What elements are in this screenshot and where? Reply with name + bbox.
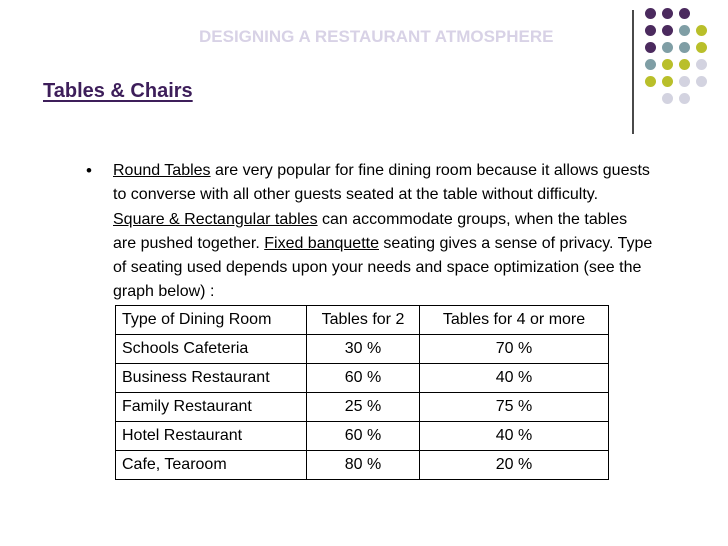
table-cell: 25 % — [307, 393, 420, 422]
decorative-dot — [679, 25, 690, 36]
vertical-divider — [632, 10, 634, 134]
table-cell: Hotel Restaurant — [116, 422, 307, 451]
header-cell: Type of Dining Room — [116, 306, 307, 335]
decorative-dot — [696, 59, 707, 70]
paragraph-text: seating gives a sense of privacy. Type of seating used depends upon your needs and space optimization (see the graph below) : — [113, 234, 653, 301]
table-cell: Family Restaurant — [116, 393, 307, 422]
section-title: Tables & Chairs — [43, 80, 193, 102]
decorative-dot — [679, 76, 690, 87]
table-row — [116, 335, 609, 364]
decorative-dot — [662, 8, 673, 19]
decorative-dot — [662, 76, 673, 87]
table-cell: 40 % — [420, 364, 609, 393]
decorative-dot — [645, 25, 656, 36]
table-cell: 80 % — [307, 451, 420, 480]
decorative-dot — [679, 93, 690, 104]
table-cell: Business Restaurant — [116, 364, 307, 393]
table-cell: 60 % — [307, 422, 420, 451]
body-paragraph — [113, 159, 653, 305]
table-row — [116, 422, 609, 451]
table-cell: 20 % — [420, 451, 609, 480]
decorative-dot — [645, 42, 656, 53]
table-cell: Schools Cafeteria — [116, 335, 307, 364]
decorative-dot — [679, 42, 690, 53]
decorative-dot — [679, 59, 690, 70]
table-row — [116, 364, 609, 393]
table-cell: 75 % — [420, 393, 609, 422]
slide-header: DESIGNING A RESTAURANT ATMOSPHERE — [199, 27, 554, 46]
decorative-dot — [696, 76, 707, 87]
paragraph-text: can accommodate groups, when the tables are pushed together. — [113, 210, 628, 252]
bullet-icon: • — [86, 161, 92, 180]
decorative-dot — [696, 42, 707, 53]
header-cell: Tables for 2 — [307, 306, 420, 335]
decorative-dot — [696, 25, 707, 36]
fixed-banquette-term: Fixed banquette — [264, 234, 379, 252]
paragraph-text: are very popular for fine dining room because it allows guests to converse with all other guests seated at the table without difficulty. — [113, 162, 650, 204]
table-cell: 70 % — [420, 335, 609, 364]
decorative-dot — [662, 93, 673, 104]
header-cell: Tables for 4 or more — [420, 306, 609, 335]
decorative-dot — [679, 8, 690, 19]
decorative-dot — [645, 8, 656, 19]
decorative-dot — [645, 76, 656, 87]
table-cell: Cafe, Tearoom — [116, 451, 307, 480]
decorative-dot — [662, 59, 673, 70]
decorative-dot — [662, 25, 673, 36]
table-header-row — [116, 306, 609, 335]
table-cell: 40 % — [420, 422, 609, 451]
round-tables-term: Round Tables — [113, 162, 211, 179]
seating-table — [115, 305, 609, 480]
table-row — [116, 393, 609, 422]
table-cell: 60 % — [307, 364, 420, 393]
table-row — [116, 451, 609, 480]
square-rect-tables-term: Square & Rectangular tables — [113, 210, 318, 228]
table-cell: 30 % — [307, 335, 420, 364]
decorative-dot — [662, 42, 673, 53]
decorative-dot — [645, 59, 656, 70]
